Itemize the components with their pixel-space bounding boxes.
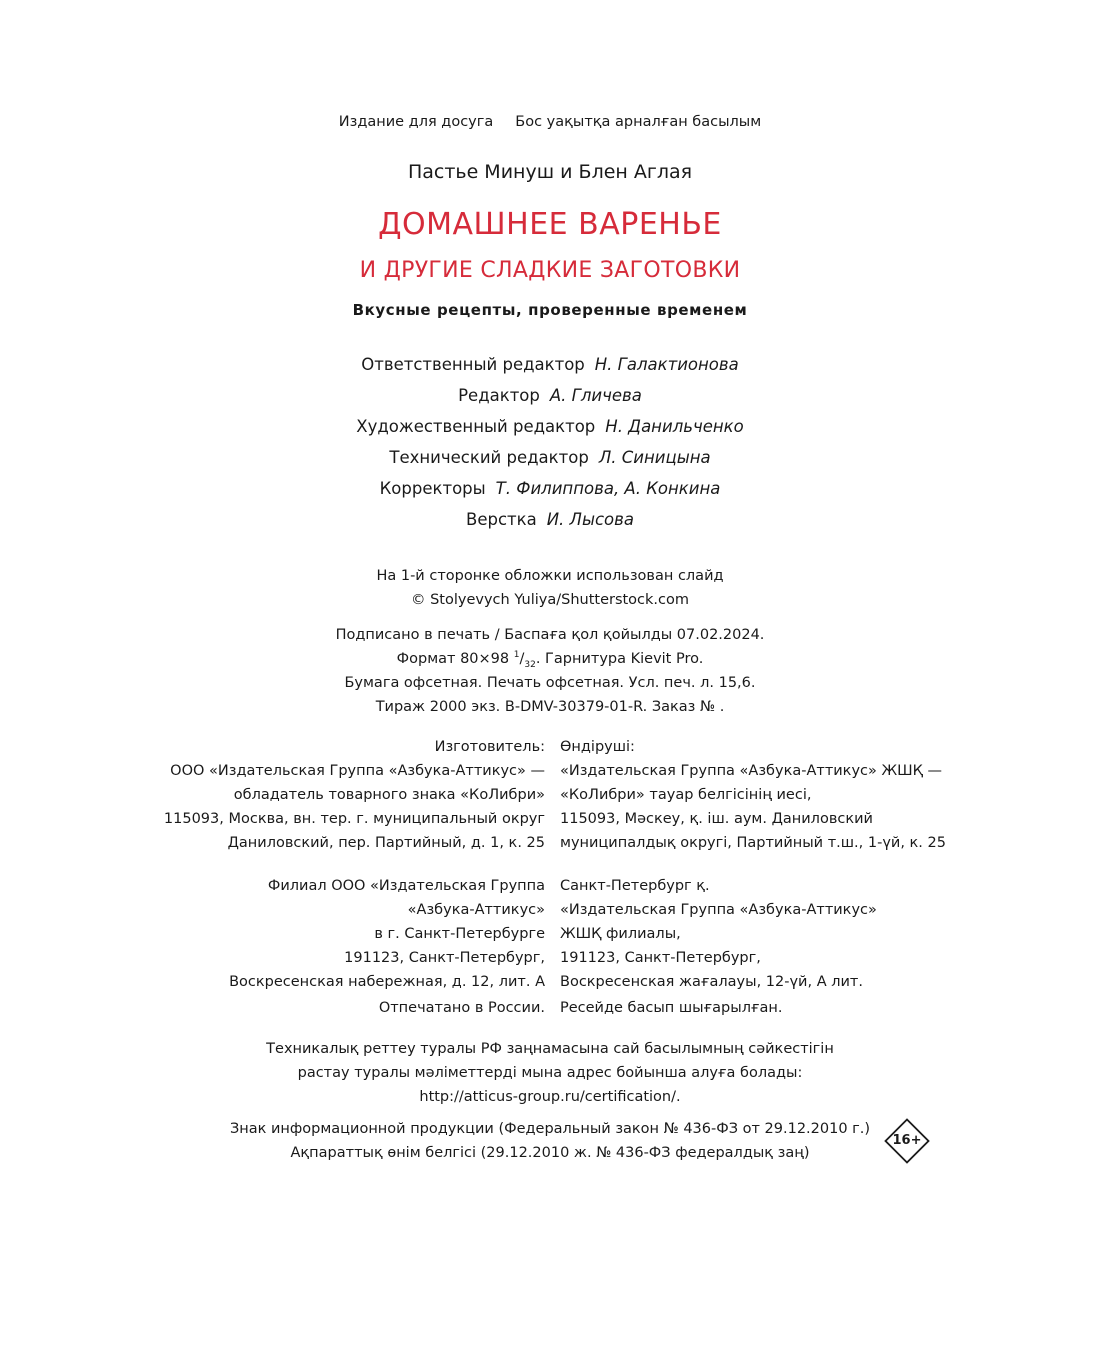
manufacturer-ru-line: 115093, Москва, вн. тер. г. муниципальный округ: [163, 811, 545, 827]
book-tagline: Вкусные рецепты, проверенные временем: [352, 301, 748, 319]
branch-ru-line: в г. Санкт-Петербурге: [374, 926, 545, 942]
format-suffix: . Гарнитура Kievit Pro.: [535, 651, 704, 667]
credit-name: Н. Галактионова: [594, 355, 739, 374]
credit-line: [0, 509, 1100, 531]
certification-line: Техникалық реттеу туралы РФ заңнамасына сай басылымның сәйкестігін: [266, 1041, 834, 1057]
manufacturer-kz-line: муниципалдық округі, Партийный т.ш., 1-үй, к. 25: [560, 835, 946, 851]
branch-ru-line: 191123, Санкт-Петербург,: [344, 950, 545, 966]
edition-type-header: [0, 112, 1100, 132]
credit-name: Н. Данильченко: [605, 417, 744, 436]
manufacturer-kz-line: Өндіруші:: [560, 739, 635, 755]
credit-role: Технический редактор: [389, 448, 589, 467]
manufacturer-ru-line: обладатель товарного знака «КоЛибри»: [233, 787, 545, 803]
credit-name: А. Гличева: [549, 386, 642, 405]
edition-type-ru: Издание для досуга: [338, 114, 494, 130]
printed-in-ru: Отпечатано в России.: [378, 1000, 545, 1016]
age-rating-label: 16+: [892, 1133, 922, 1148]
manufacturer-ru-line: Даниловский, пер. Партийный, д. 1, к. 25: [227, 835, 545, 851]
manufacturer-kz-line: «Издательская Группа «Азбука-Аттикус» ЖШҚ —: [560, 763, 943, 779]
credit-name: Л. Синицына: [598, 448, 711, 467]
credit-name: Т. Филиппова, А. Конкина: [495, 479, 721, 498]
printed-in-kz: Ресейде басып шығарылған.: [560, 1000, 783, 1016]
branch-ru-line: Воскресенская набережная, д. 12, лит. А: [229, 974, 545, 990]
credit-role: Художественный редактор: [356, 417, 596, 436]
branch-ru-line: Филиал ООО «Издательская Группа: [267, 878, 545, 894]
manufacturer-kz-line: 115093, Мәскеу, қ. іш. аум. Даниловский: [560, 811, 873, 827]
credit-role: Редактор: [458, 386, 540, 405]
manufacturer-ru-line: Изготовитель:: [434, 739, 545, 755]
paper-line: Бумага офсетная. Печать офсетная. Усл. печ. л. 15,6.: [344, 675, 756, 691]
cover-note-line: © Stolyevych Yuliya/Shutterstock.com: [410, 592, 690, 608]
format-denominator: 32: [524, 659, 536, 670]
credit-line: [0, 385, 1100, 407]
credit-role: Ответственный редактор: [361, 355, 585, 374]
format-prefix: Формат 80×98: [396, 651, 514, 667]
run-line: Тираж 2000 экз. B-DMV-30379-01-R. Заказ № .: [375, 699, 725, 715]
credit-line: [0, 416, 1100, 438]
format-line: Формат 80×98 $^1/_{32}$. Гарнитура Kievit Pro.: [396, 650, 704, 670]
credit-name: И. Лысова: [546, 510, 634, 529]
edition-type-kz: Бос уақытқа арналған басылым: [515, 114, 762, 130]
info-sign-line: Знак информационной продукции (Федеральный закон № 436-ФЗ от 29.12.2010 г.): [229, 1121, 871, 1137]
credit-line: [0, 447, 1100, 469]
manufacturer-kz-line: «КоЛибри» тауар белгісінің иесі,: [560, 787, 812, 803]
book-title: ДОМАШНЕЕ ВАРЕНЬЕ: [378, 207, 722, 242]
age-rating-badge: [884, 1118, 930, 1164]
certification-url: http://atticus-group.ru/certification/.: [419, 1089, 681, 1105]
signed-to-print: Подписано в печать / Баспаға қол қойылды 07.02.2024.: [335, 627, 765, 643]
branch-ru-line: «Азбука-Аттикус»: [407, 902, 545, 918]
authors: Пастье Минуш и Блен Аглая: [407, 161, 693, 183]
info-sign-line: Ақпараттық өнім белгісі (29.12.2010 ж. № 436-ФЗ федералдық заң): [290, 1145, 810, 1161]
credit-role: Корректоры: [379, 479, 486, 498]
manufacturer-ru-line: ООО «Издательская Группа «Азбука-Аттикус» —: [170, 763, 545, 779]
credit-line: [0, 478, 1100, 500]
branch-kz-line: «Издательская Группа «Азбука-Аттикус»: [560, 902, 877, 918]
credit-line: [0, 354, 1100, 376]
book-subtitle: И ДРУГИЕ СЛАДКИЕ ЗАГОТОВКИ: [359, 258, 741, 283]
branch-kz-line: 191123, Санкт-Петербург,: [560, 950, 761, 966]
credit-role: Верстка: [466, 510, 537, 529]
format-numerator: 1: [513, 650, 520, 661]
certification-line: растау туралы мәліметтерді мына адрес бойынша алуға болады:: [297, 1065, 803, 1081]
branch-kz-line: Воскресенская жағалауы, 12-үй, А лит.: [560, 974, 863, 990]
branch-kz-line: ЖШҚ филиалы,: [560, 926, 681, 942]
cover-note-line: На 1-й сторонке обложки использован слайд: [376, 568, 724, 584]
branch-kz-line: Санкт-Петербург қ.: [560, 878, 710, 894]
